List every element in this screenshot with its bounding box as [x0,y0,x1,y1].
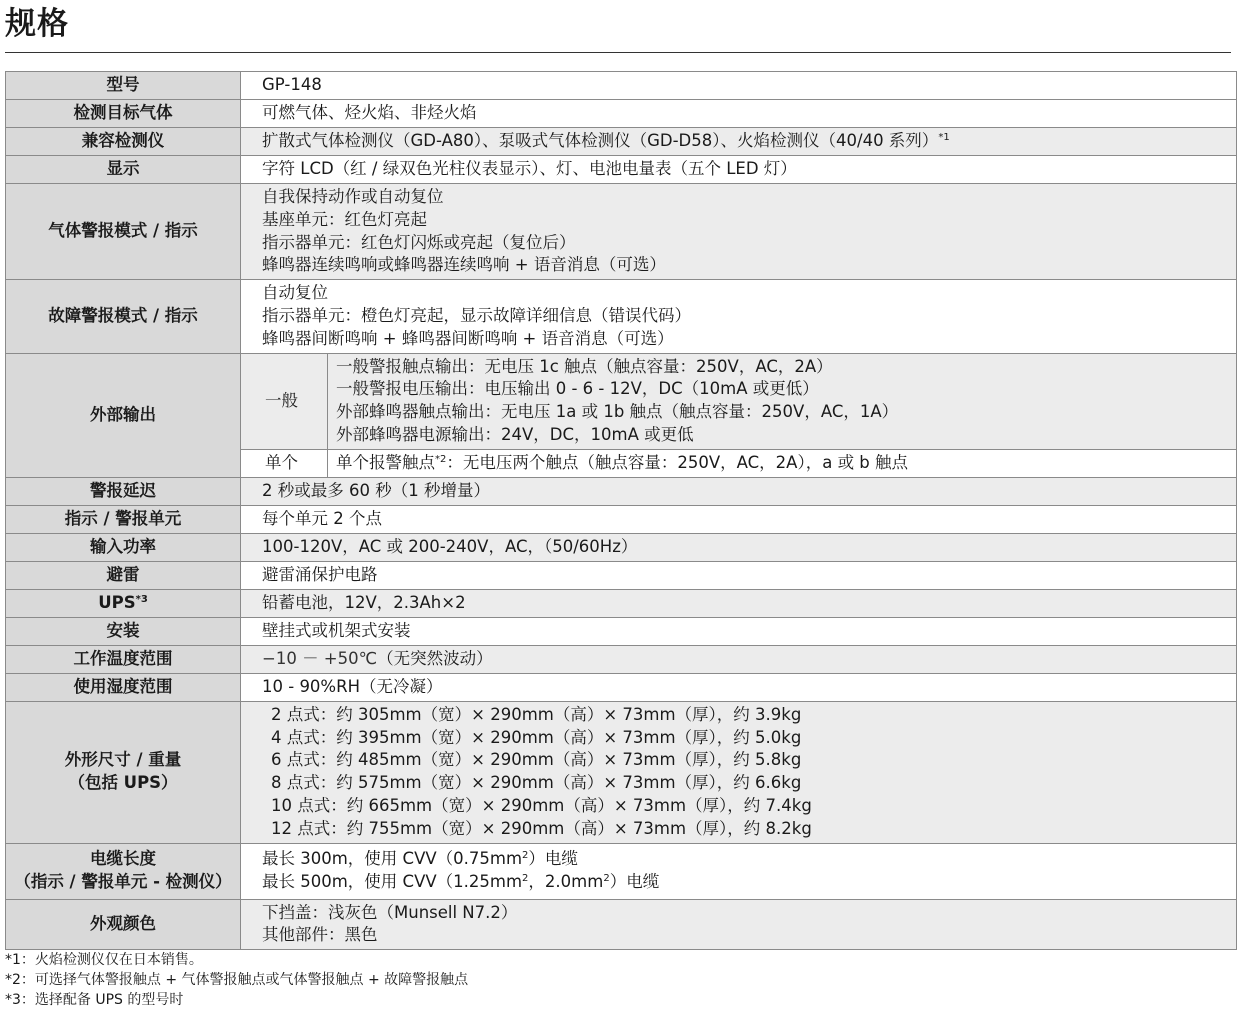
row-value: 自我保持动作或自动复位 基座单元：红色灯亮起 指示器单元：红色灯闪烁或亮起（复位后） 蜂鸣器连续鸣响或蜂鸣器连续鸣响 + 语音消息（可选） [241,184,1237,280]
row-label: 使用湿度范围 [6,673,241,701]
table-row [6,72,1237,100]
row-label: 输入功率 [6,533,241,561]
row-label: 显示 [6,156,241,184]
row-value: 壁挂式或机架式安装 [241,617,1237,645]
row-value: 单个报警触点$^{*2}$：无电压两个触点（触点容量：250V，AC，2A），a 或 b 触点 [328,449,1237,477]
table-row [6,128,1237,156]
sub-label: 单个 [241,449,328,477]
table-row [6,100,1237,128]
row-label: 安装 [6,617,241,645]
table-row [6,701,1237,843]
page-title: 规格 [5,6,69,42]
table-row [6,156,1237,184]
row-label: 故障警报模式 / 指示 [6,280,241,353]
footnote: *2：可选择气体警报触点 + 气体警报触点或气体警报触点 + 故障警报触点 [5,972,469,988]
table-row [6,533,1237,561]
table-row [6,589,1237,617]
row-label: 指示 / 警报单元 [6,505,241,533]
row-label: 电缆长度 （指示 / 警报单元 - 检测仪） [6,843,241,899]
row-value: GP-148 [241,72,1237,100]
row-value: 每个单元 2 个点 [241,505,1237,533]
row-label: 警报延迟 [6,477,241,505]
table-row [6,899,1237,950]
footnotes [5,950,468,1010]
row-value: 最长 300m，使用 $CVV(0.75mm^2)$电缆 最长 500m，使用 $CVV(1.25mm^2$，$2.0mm^2$）电缆 [241,843,1237,899]
row-label: 外部输出 [6,353,241,477]
row-value: 可燃气体、烃火焰、非烃火焰 [241,100,1237,128]
row-value: 避雷涌保护电路 [241,561,1237,589]
row-value: 下挡盖：浅灰色（Munsell N7.2） 其他部件：黑色 [241,899,1237,950]
row-label: UPS$^{*3}$ [6,589,241,617]
spec-table [5,71,1237,950]
row-value: 10 - 90%RH（无冷凝） [241,673,1237,701]
footnote: *3：选择配备 UPS 的型号时 [5,992,184,1008]
table-row [6,184,1237,280]
row-label: 兼容检测仪 [6,128,241,156]
table-row [6,505,1237,533]
table-row [6,617,1237,645]
row-label: 外形尺寸 / 重量 （包括 UPS） [6,701,241,843]
title-divider [5,52,1231,53]
row-value: 铅蓄电池，12V，2.3Ah×2 [241,589,1237,617]
table-row [6,353,1237,449]
row-label: 外观颜色 [6,899,241,950]
row-label: 气体警报模式 / 指示 [6,184,241,280]
footnote: *1：火焰检测仪仅在日本销售。 [5,952,203,968]
row-label: 检测目标气体 [6,100,241,128]
sub-label: 一般 [241,353,328,449]
row-label: 避雷 [6,561,241,589]
row-value: 字符 LCD（红 / 绿双色光柱仪表显示）、灯、电池电量表（五个 LED 灯） [241,156,1237,184]
row-label: 工作温度范围 [6,645,241,673]
row-label: 型号 [6,72,241,100]
row-value: 100-120V，AC 或 200-240V，AC，（50/60Hz） [241,533,1237,561]
table-row [6,673,1237,701]
row-value: −10 － +50℃（无突然波动） [241,645,1237,673]
table-row [6,561,1237,589]
table-row [6,477,1237,505]
table-row [6,645,1237,673]
row-value: 2 点式：约 305mm（宽）× 290mm（高）× 73mm（厚），约 3.9kg 4 点式：约 395mm（宽）× 290mm（高）× 73mm（厚），约 5.0kg 6 点式：约 485mm（宽）× 290mm（高）× 73mm（厚），约 5.8kg 8 点式：约 575mm（宽）× 290mm（高）× 73mm（厚），约 6.6kg 10 点式：约 665mm（宽）× 290mm（高）× 73mm（厚），约 7.4kg 12 点式：约 755mm（宽）× 290mm（高）× 73mm（厚），约 8.2kg [241,701,1237,843]
row-value: 2 秒或最多 60 秒（1 秒增量） [241,477,1237,505]
row-value: 一般警报触点输出：无电压 1c 触点（触点容量：250V，AC，2A） 一般警报电压输出：电压输出 0 - 6 - 12V，DC（10mA 或更低） 外部蜂鸣器触点输出：无电压 1a 或 1b 触点（触点容量：250V，AC，1A） 外部蜂鸣器电源输出：24V，DC，10mA 或更低 [328,353,1237,449]
table-row [6,280,1237,353]
table-row [6,843,1237,899]
row-value: 扩散式气体检测仪（GD-A80）、泵吸式气体检测仪（GD-D58）、火焰检测仪（40/40 系列）$^{*1}$ [241,128,1237,156]
row-value: 自动复位 指示器单元：橙色灯亮起，显示故障详细信息（错误代码） 蜂鸣器间断鸣响 + 蜂鸣器间断鸣响 + 语音消息（可选） [241,280,1237,353]
